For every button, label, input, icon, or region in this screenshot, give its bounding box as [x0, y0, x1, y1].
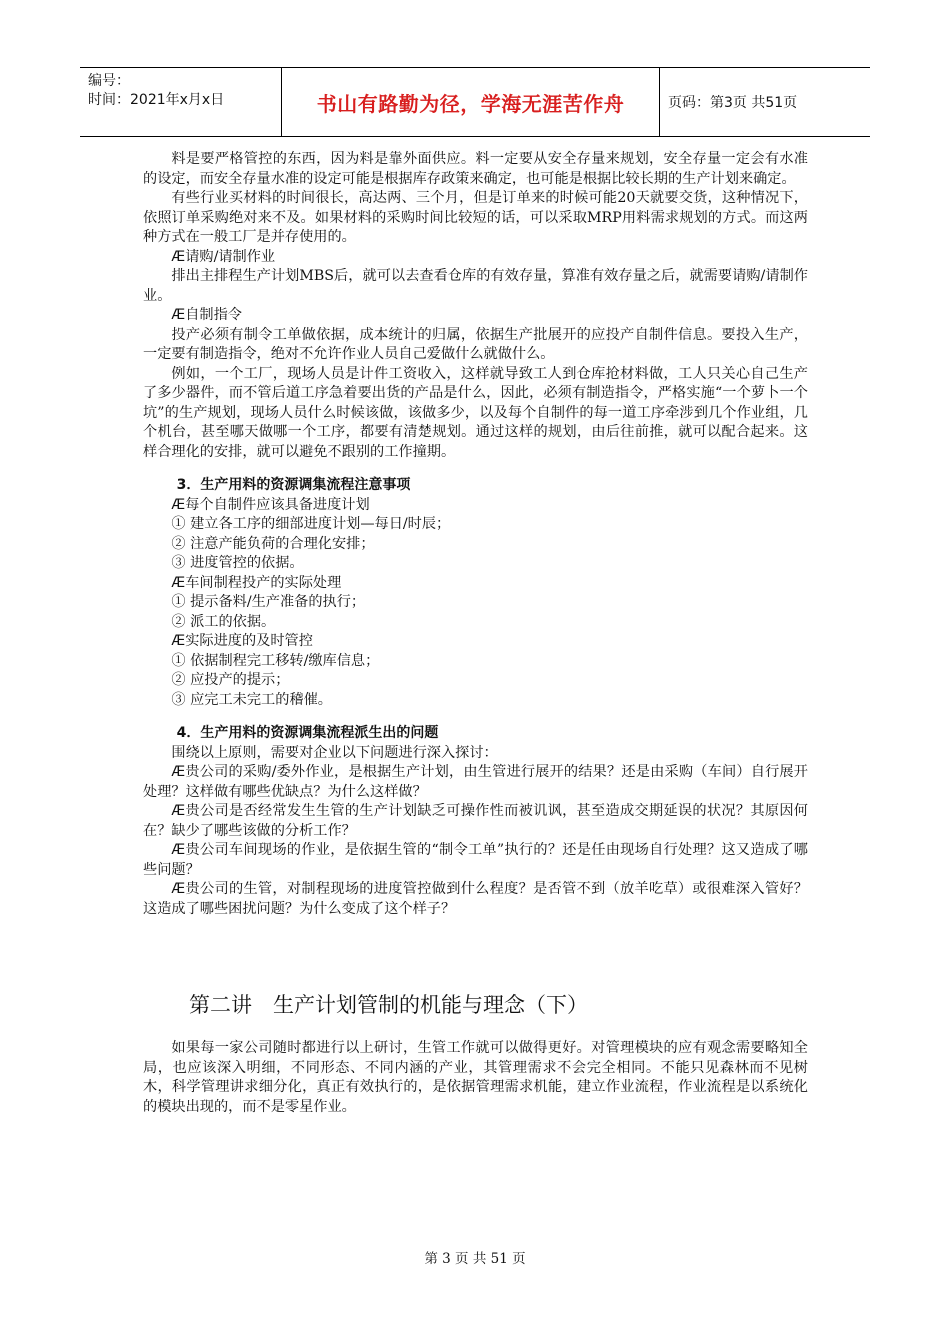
- header-meta: [80, 68, 282, 136]
- bullet-mark: Æ: [171, 307, 186, 323]
- question-text: 贵公司车间现场的作业，是依据生管的“制令工单”执行的？还是任由现场自行处理？这又造成了哪些问题？: [143, 842, 808, 878]
- question-item: [143, 880, 808, 919]
- list-item-label: 每个自制件应该具备进度计划: [185, 496, 370, 513]
- bullet-mark: Æ: [171, 574, 186, 591]
- paragraph: 有些行业买材料的时间很长，高达两、三个月，但是订单来的时候可能20天就要交货，这种情况下，依照订单采购绝对来不及。如果材料的采购时间比较短的话，可以采取MRP用料需求规划的方式。而这两种方式在一般工厂是并存使用的。: [143, 190, 808, 245]
- header-motto: 书山有路勤为径，学海无涯苦作舟: [282, 68, 660, 136]
- list-item-label: 实际进度的及时管控: [185, 633, 313, 649]
- header-page-info: 页码：第3页 共51页: [668, 95, 798, 111]
- bullet-mark: Æ: [171, 803, 186, 819]
- paragraph: 围绕以上原则，需要对企业以下问题进行深入探讨：: [171, 744, 498, 761]
- section-heading-3: 3．生产用料的资源调集流程注意事项: [176, 477, 411, 493]
- paragraph: 如果每一家公司随时都进行以上研讨，生管工作就可以做得更好。对管理模块的应有观念需要略知全局，也应该深入明细，不同形态、不同内涵的产业，其管理需求不会完全相同。不能只见森林而不见树木，科学管理讲求细分化，真正有效执行的，是依据管理需求机能，建立作业流程，作业流程是以系统化的模块出现的，而不是零星作业。: [143, 1040, 808, 1115]
- list-item-label: 自制指令: [185, 307, 242, 323]
- paragraph: 排出主排程生产计划MBS后，就可以去查看仓库的有效存量，算准有效存量之后，就需要请购/请制作业。: [143, 268, 808, 304]
- list-item: [143, 496, 808, 516]
- bullet-mark: Æ: [171, 496, 186, 513]
- bullet-mark: Æ: [171, 842, 186, 858]
- bullet-mark: Æ: [171, 248, 186, 265]
- section-heading-4: 4．生产用料的资源调集流程派生出的问题: [176, 725, 439, 741]
- sub-list-item: ② 注意产能负荷的合理化安排；: [171, 535, 375, 552]
- question-text: 贵公司的生管，对制程现场的进度管控做到什么程度？是否管不到（放羊吃草）或很难深入管好？这造成了哪些困扰问题？为什么变成了这个样子？: [143, 881, 808, 917]
- number-label: 编号：: [88, 73, 130, 89]
- question-text: 贵公司的采购/委外作业，是根据生产计划，由生管进行展开的结果？还是由采购（车间）自行展开处理？这样做有哪些优缺点？为什么这样做？: [143, 764, 808, 800]
- bullet-mark: Æ: [171, 881, 186, 897]
- list-item: [143, 248, 808, 268]
- lecture-title: 第二讲 生产计划管制的机能与理念（下）: [189, 993, 588, 1017]
- sub-list-item: ① 提示备料/生产准备的执行；: [171, 594, 366, 610]
- paragraph: 投产必须有制令工单做依据，成本统计的归属，依据生产批展开的应投产自制件信息。要投入生产，一定要有制造指令，绝对不允许作业人员自己爱做什么就做什么。: [143, 326, 808, 362]
- bullet-mark: Æ: [171, 633, 186, 649]
- document-body: [143, 150, 808, 1117]
- page-header: [80, 67, 870, 137]
- bullet-mark: Æ: [171, 764, 186, 780]
- list-item-label: 车间制程投产的实际处理: [185, 574, 342, 591]
- question-text: 贵公司是否经常发生生管的生产计划缺乏可操作性而被讥讽，甚至造成交期延误的状况？其原因何在？缺少了哪些该做的分析工作？: [143, 803, 808, 839]
- paragraph: 例如，一个工厂，现场人员是计件工资收入，这样就导致工人到仓库抢材料做，工人只关心自己生产了多少器件，而不管后道工序急着要出货的产品是什么，因此，必须有制造指令，严格实施“一个萝卜一个坑”的生产规划，现场人员什么时候该做，该做多少，以及每个自制件的每一道工序牵涉到几个作业组，几个机台，甚至哪天做哪一个工序，都要有清楚规划。通过这样的规划，由后往前推，就可以配合起来。这样合理化的安排，就可以避免不跟别的工作撞期。: [143, 365, 808, 460]
- question-item: [143, 841, 808, 880]
- sub-list-item: ② 应投产的提示；: [171, 672, 290, 688]
- page-footer: 第 3 页 共 51 页: [424, 1251, 526, 1267]
- sub-list-item: ① 建立各工序的细部进度计划—每日/时辰；: [171, 516, 451, 532]
- sub-list-item: ③ 应完工未完工的稽催。: [171, 691, 332, 708]
- list-item: [143, 306, 808, 326]
- question-item: [143, 763, 808, 802]
- sub-list-item: ③ 进度管控的依据。: [171, 555, 304, 571]
- sub-list-item: ② 派工的依据。: [171, 613, 276, 630]
- paragraph: 料是要严格管控的东西，因为料是靠外面供应。料一定要从安全存量来规划，安全存量一定会有水准的设定，而安全存量水准的设定可能是根据库存政策来确定，也可能是根据比较长期的生产计划来确定。: [143, 151, 808, 187]
- list-item: [143, 632, 808, 652]
- sub-list-item: ① 依据制程完工移转/缴库信息；: [171, 652, 380, 669]
- question-item: [143, 802, 808, 841]
- date-label: 时间：2021年x月x日: [88, 92, 225, 108]
- list-item-label: 请购/请制作业: [185, 248, 276, 265]
- list-item: [143, 574, 808, 594]
